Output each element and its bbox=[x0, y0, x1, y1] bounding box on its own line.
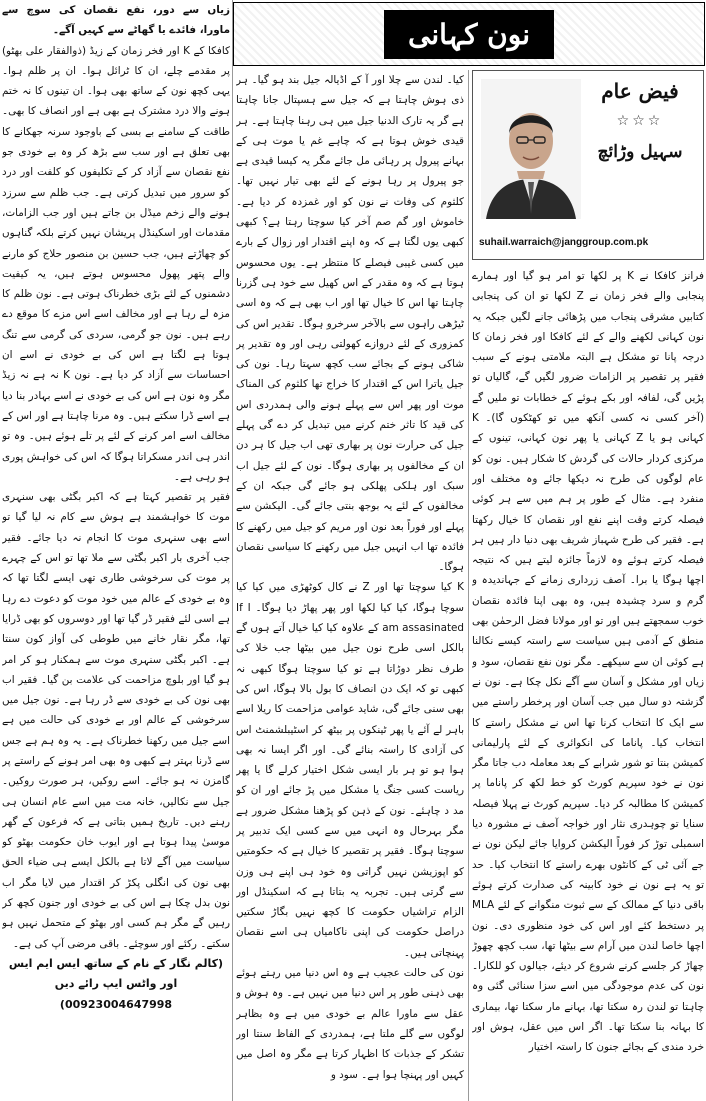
right-column-text bbox=[472, 266, 704, 1058]
column-divider bbox=[232, 0, 233, 1101]
column-title: نون کہانی bbox=[384, 10, 554, 59]
author-email: suhail.warraich@janggroup.com.pk bbox=[479, 236, 649, 248]
middle-column bbox=[236, 70, 464, 1101]
author-photo bbox=[481, 79, 581, 219]
column-title-bar bbox=[233, 2, 705, 66]
footer-note: (کالم نگار کے نام کے ساتھ ایس ایم ایس اور واٹس ایپ رائے دیں 00923004647998) bbox=[8, 956, 224, 1011]
right-column bbox=[472, 70, 704, 1101]
left-column bbox=[2, 0, 230, 1101]
paragraph: کیا۔ لندن سے چلا اور آ کے اڈیالہ جیل بند ہو گیا۔ ہر ذی ہوش چاہتا ہے کہ جیل سے ہسپتال جانا چاہتا ہے گر یہ تارک الدنیا جیل میں ہی رہنا چاہتا ہے۔ ہر قیدی خوش ہوتا ہے کہ چاہے غم یا موت ہی کے بہانے پیرول پر رہائی مل جائے مگر یہ کیسا قیدی ہے جو پیرول پر رہا ہونے کے لئے بھی تیار نہیں تھا۔ کلثوم کی وفات نے نون کو اور غمزدہ کر دیا ہے۔ خاموش اور گم صم آخر کیا سوچتا رہتا ہے؟ کبھی کبھی یوں لگتا ہے کہ وہ اپنے اقتدار اور زوال کے بارے میں کسی غیبی فیصلے کا منتظر ہے۔ یوں محسوس ہوتا ہے کہ وہ مقدر کے اس کھیل سے خود ہی گزرنا چاہتا تھا اس کا خیال تھا اور اب بھی ہے کہ وہ اسی ٹیڑھی راہوں سے بالآخر سرخرو ہوگا۔ تقدیر اس کی کمزوری کے لئے دروازے کھولتی رہی اور وہ تقدیر پر شاکی ہونے کے بجائے سب کچھ سہتا رہا۔ نون کی جیل یاترا اس کے اقتدار کا خراج تھا کلثوم کی المناک موت اور پھر اس سے پہلے ہونے والی ہمدردی اس کی قید کا تاثر ختم کرنے میں تبدیل کر دے گی پہلے جیل کی حرارت نون پر بھاری تھی اب جیل کا ہر دن ان کے مخالفوں پر بھاری ہوگا۔ نون کے لئے جیل اب سبک اور ہلکی پھلکی ہو جائے گی جبکہ ان کے مخالفوں کے لئے یہ بوجھ بنتی جائے گی۔ الیکشن سے پہلے اور فوراً بعد نون اور مریم کو جیل میں رکھنے کا فائدہ تھا اب انہیں جیل میں رکھنے کا سیاسی نقصان ہوگا۔ bbox=[236, 74, 464, 574]
paragraph: کافکا کے K اور فخر زمان کے زیڈ (ذوالفقار علی بھٹو) پر مقدمے چلے، ان کا ٹرائل ہوا۔ ان پر ظلم ہوا۔ یہی کچھ نون کے ساتھ بھی ہوا۔ ان تینوں کا نہ ختم ہونے والا درد مشترک ہے بھی ہے اور انصاف کا بھی۔ طاقت کے سامنے بے بسی کے باوجود سرنہ جھکانے کا بھی تعلق ہے اور سب سے بڑھ کر وہ بے خودی جو نفع نقصان سے آزاد کر کے تکلیفوں کو کلفت اور درد کو سرور میں تبدیل کرتی ہے۔ جب ظلم سے سرزد ہونے والے زخم میڈل بن جاتے ہیں اور جب الزامات، مقدمات اور اسکینڈل پریشان نہیں کرتے بلکہ گناہوں کو چھاڑتے ہیں، جب حسین بن منصور حلاج کو مارنے والے پتھر پھول محسوس ہوتے ہیں، یہ کیفیت دشمنوں کے لئے بڑی خطرناک ہوتی ہے۔ نون ظلم کا مزہ لے رہا ہے اور مخالف اسے اس مزے کا موقع دے رہے ہیں۔ نون جو گرمی، سردی کی گرمی سے تنگ ہوتا ہے لگتا ہے اس کی بے خودی نے اسے ان احساسات سے آزاد کر دیا ہے۔ نون K نہ ہے نہ زیڈ مگر وہ نون ہے اس کی بے خودی نے اسے بہادر بنا دیا ہے اسے ڈرا سکتے ہیں۔ وہ مرنا چاہتا ہے اور اس کے مخالف اسے امر کرنے کے لئے پر تلے ہوئے ہیں۔ وہ تو اندر ہی اندر مسکراتا ہوگا کہ اس کی خواہش پوری ہو رہی ہے۔ bbox=[2, 44, 230, 483]
column-name: فیض عام bbox=[601, 79, 679, 103]
paragraph: فرانز کافکا نے K پر لکھا تو امر ہو گیا اور ہمارے پنجابی والے فخر زمان نے Z لکھا تو ان کی پنجابی کتابیں مشرقی پنجاب میں پڑھائی جانے لگیں جبکہ یہ نون کہانی لکھنے والے کے لئے کافکا اور فخر زمان کا درجہ پانا تو مشکل ہے البتہ ملامتی ہونے کے سبب فقیر پر تقصیر پر الزامات ضرور لگیں گے، گالیاں تو پڑیں گی، لفافہ اور بکے ہوئے کے خطابات تو ملیں گے (آخر کسی نہ کسی آنکھ میں تو کھٹکوں گا)۔ K کہانی ہو یا Z کہانی یا پھر نون کہانی، تینوں کے مرکزی کردار حالات کی گردش کا شکار ہیں۔ نون کو عام لوگوں کی طرح نہ دیکھا جائے وہ مختلف اور منفرد ہے۔ مثال کے طور پر ہم میں سے ہر کوئی فیصلہ کرتے وقت اپنے نفع اور نقصان کا خیال رکھتا ہے۔ فقیر کی طرح شہباز شریف بھی دنیا دار ہیں ہر فیصلہ کرتے ہوئے وہ لازماً جائزہ لیتے ہیں کہ نتیجہ اچھا ہوگا یا برا۔ آصف زرداری زمانے کے جہاندیدہ و گرم و سرد چشیدہ ہیں، وہ بھی اپنا فائدہ نقصان خوب سمجھتے ہیں اور تو اور مولانا فضل الرحمٰن بھی منطق کے آدمی ہیں سیاست سے راستہ کیسے نکالنا ہے کوئی ان سے سیکھے۔ مگر نون نفع نقصان، سود و زیاں اور مشکل و آسان سے آگے نکل چکا ہے۔ نون نے گزشتہ دو سال میں جب آسان اور پرخطر راستے میں سے ایک کا انتخاب کرنا تھا اس نے مشکل راستے کا انتخاب کیا۔ پاناما کی انکوائری کے لئے پارلیمانی کمیشن بنتا تو شور شرابے کے بعد معاملہ دب جاتا مگر نون نے خود سپریم کورٹ کو خط لکھ کر پاناما پر کمیشن کا مطالبہ کر دیا۔ سپریم کورٹ نے پہلا فیصلہ سنایا تو چوہدری نثار اور خواجہ آصف نے مشورہ دیا اسمبلی توڑ کر فوراً الیکشن کروایا جائے لیکن نون نے جے آئی ٹی کے کانٹوں بھرے راستے کا انتخاب کیا۔ حد تو یہ ہے نون نے خود کابینہ کی صدارت کرتے ہوئے باقی دنیا کے ممالک کے سے ثبوت منگوانے کے لئے MLA پر دستخط کئے اور اس کی خود منظوری دی۔ نون اچھا خاصا لندن میں آرام سے بیٹھا تھا، سب کچھ چھوڑ چھاڑ کر جلسے کرنے شروع کر دیئے، جیالوں کو للکارا۔ نون کی عدم موجودگی میں اسے سزا سنائی گئی وہ چاہتا تو لندن رہ سکتا تھا، بہانے مار سکتا تھا، بیماری کا بہانہ بنا سکتا تھا۔ اگر اس میں عقل، ہوش اور خرد مندی کے بجائے جنون کا راستہ اختیار bbox=[472, 270, 704, 1054]
author-name: سہیل وڑائچ bbox=[597, 141, 683, 162]
column-divider bbox=[468, 70, 469, 1101]
star-icons: ☆☆☆ bbox=[616, 113, 664, 130]
author-names bbox=[585, 81, 695, 162]
paragraph: K کیا سوچتا تھا اور Z نے کال کوٹھڑی میں کیا کیا سوچا ہوگا، کیا کیا لکھا اور پھر پھاڑ دیا ہوگا۔ If I am assasinated کے علاوہ کیا کیا خیال آتے ہوں گے بالکل اسی طرح نون جیل میں بیٹھا جب خلا کی طرف نظر دوڑاتا ہے تو کیا سوچتا ہوگا کبھی نہ کبھی تو کہ ایک دن انصاف کا بول بالا ہوگا، اس کی بھی سنی جائے گی، شاید عوامی مزاحمت کا ریلا اسے باہر لے آئے یا پھر ٹینکوں پر بیٹھ کر اسٹیبلشمنٹ اس کی آزادی کا راستہ بنائے گی۔ اور اگر ایسا نہ بھی ہوا ہو تو ہر بار ایسی شکل اختیار کرلے گا یا پھر ریاست کسی جنگ یا مشکل میں پڑ جائے اور ان کو مد د چاہئے۔ نون کے ذہن کو پڑھنا مشکل ضرور ہے مگر بہرحال وہ انہی میں سے کسی ایک تدبیر پر سوچتا ہوگا۔ فقیر پر تقصیر کا خیال ہے کہ حکومتیں کو اپوزیشن نہیں گراتی وہ خود ہی اپنے ہی وزن سے گرتی ہیں۔ تجربہ یہ بتاتا ہے کہ اسکینڈل اور الزام تراشیاں حکومت کا کچھ نہیں بگاڑ سکتیں دراصل حکومت کی اپنی ناکامیاں ہی اسے نقصان پہنچاتی ہیں۔ bbox=[236, 581, 464, 959]
paragraph: نون کی حالت عجیب ہے وہ اس دنیا میں رہتے ہوئے بھی ذہنی طور پر اس دنیا میں نہیں ہے۔ وہ ہوش و عقل سے ماورا عالم بے خودی میں ہے وہ بظاہر لوگوں سے گلے ملتا ہے، ہمدردی کے الفاظ سنتا اور تشکر کے جذبات کا اظہار کرتا ہے مگر وہ اصل میں کہیں اور پہنچا ہوا ہے۔ سود و bbox=[236, 967, 464, 1081]
author-box bbox=[472, 70, 704, 260]
paragraph: زیاں سے دور، نفع نقصان کی سوچ سے ماورا، فائدے یا گھاٹے سے کہیں آگے۔ bbox=[2, 4, 230, 37]
paragraph: فقیر پر تقصیر کہتا ہے کہ اکبر بگٹی بھی سنہری موت کا خواہشمند ہے ہوش سے کام نہ لیا گیا تو اسے بھی سنہری موت کا انجام نہ دیا جائے۔ فقیر جب آخری بار اکبر بگٹی سے ملا تھا تو اس کے چہرے پر موت کی سرخوشی طاری تھی ایسے لگتا تھا کہ وہ بے خودی کے عالم میں خود موت کو دعوت دے رہا ہے اسی لئے فقیر ڈر گیا تھا اور دوسروں کو بھی ڈرایا تھا، مگر نقار خانے میں طوطی کی آواز کون سنتا ہے۔ اکبر بگٹی سنہری موت سے ہمکنار ہو کر امر ہو گیا اور بلوچ مزاحمت کی علامت بن گیا۔ فقیر اب بھی نون کی بے خودی سے ڈر رہا ہے۔ نون جیل میں سرخوشی کے عالم اور بے خودی کی حالت میں ہے اسے جیل میں رکھنا خطرناک ہے۔ یہ وہ ہم ہے جس سے ڈرنا بہتر ہے کبھی وہ بھی امر ہونے کے راستے پر گامزن نہ ہو جائے۔ اسے روکیں، ہر صورت روکیں۔ جیل سے نکالیں، خانہ مت میں اسے عام انسان ہی رہنے دیں۔ تاریخ ہمیں بتاتی ہے کہ فرعون کے گھر موسیٰ پیدا ہوتا ہے اور ایوب خان حکومت بھٹو کو سیاست میں آگے لاتا ہے بالکل ایسے ہی ضیاء الحق بھی نون کی انگلی پکڑ کر اقتدار میں لایا مگر اب نون بدل چکا ہے اس کی بے خودی اور جنون کچھ کر رہیں گے مگر ہم کسی اور بھٹو کے متحمل نہیں ہو سکتے۔ رکئے اور سوچئے۔ باقی مرضی آپ کی ہے۔ bbox=[2, 491, 230, 950]
